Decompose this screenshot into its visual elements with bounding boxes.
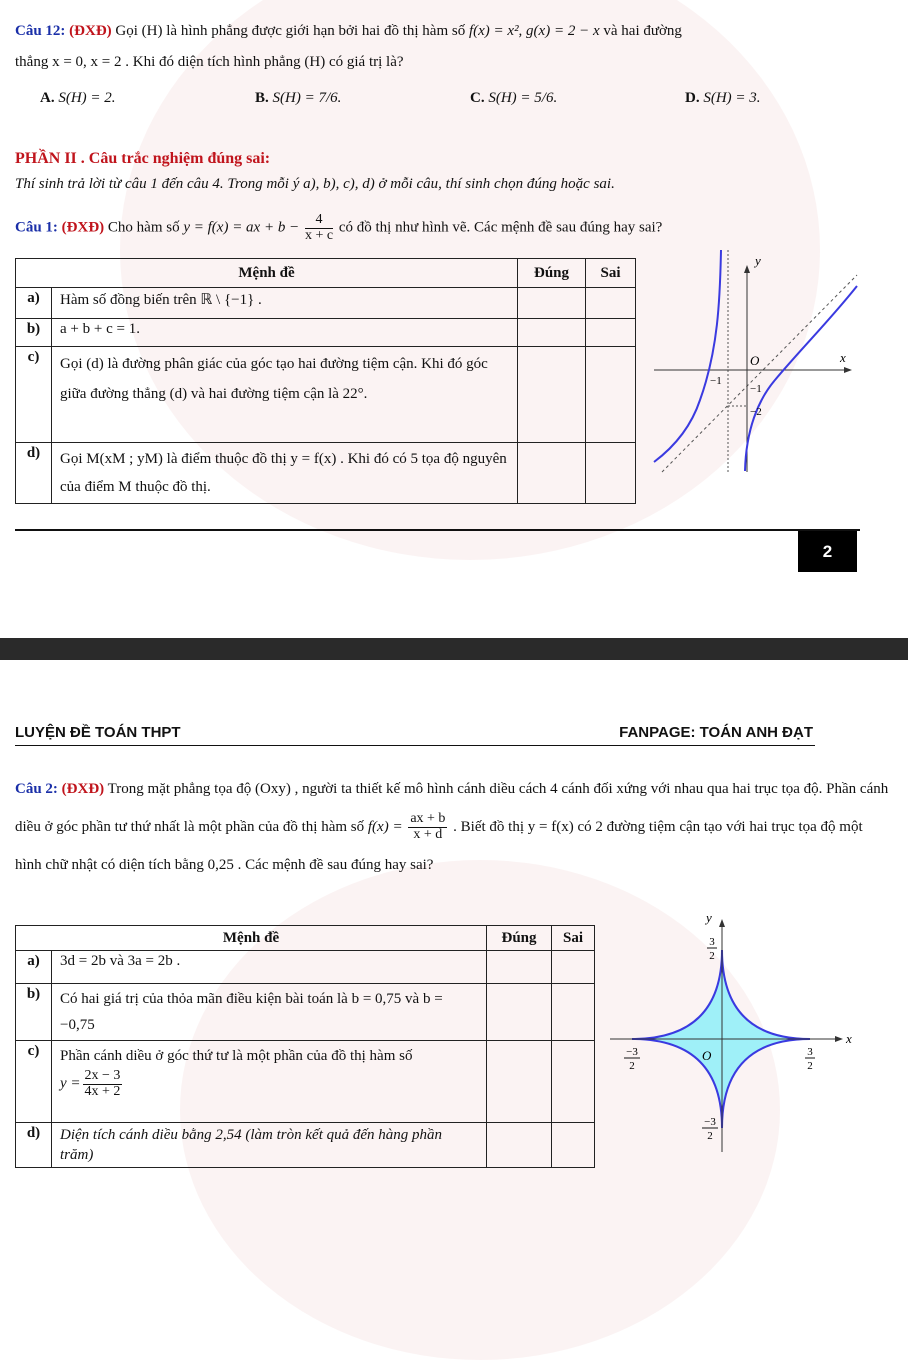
q2-stem: Câu 2: (ĐXĐ) Trong mặt phẳng tọa độ (Oxy) , người ta thiết kế mô hình cánh diều cách 4 cánh đối xứng với nhau qua hai trục tọa độ. Phần cánh diều ở góc phần tư thứ nhất là một phần của đồ thị hàm số f(x) = $\frac{ax + b}{x + d}$ . Biết đồ thị y = f(x) có 2 đường tiệm cận tạo với hai trục tọa độ một hình chữ nhật có diện tích bằng 0,25 . Các mệnh đề sau đúng hay sai?	[15, 781, 889, 873]
q12-stem	[15, 16, 895, 78]
col-true: Đúng	[518, 259, 586, 288]
tick-x: −1	[710, 375, 722, 387]
false-cell[interactable]	[586, 319, 636, 347]
table-row: b) a + b + c = 1.	[16, 319, 636, 347]
col-false: Sai	[552, 926, 595, 951]
option-c[interactable]: C. S(H) = 5/6.	[470, 90, 558, 106]
origin-label: O	[750, 353, 760, 368]
q2-table	[15, 925, 595, 1168]
header-right: FANPAGE: TOÁN ANH ĐẠT	[619, 724, 813, 741]
svg-text:3: 3	[709, 936, 715, 948]
true-cell[interactable]	[518, 443, 586, 504]
q12-formula: f(x) = x², g(x) = 2 − x	[468, 23, 600, 39]
q12-text: Gọi (H) là hình phẳng được giới hạn bởi hai đồ thị hàm số	[115, 23, 466, 39]
svg-text:3: 3	[807, 1046, 813, 1058]
true-cell[interactable]	[487, 951, 552, 984]
svg-text:−3: −3	[626, 1046, 638, 1058]
origin-label: O	[702, 1048, 712, 1063]
q1-text2: có đồ thị như hình vẽ. Các mệnh đề sau đúng hay sai?	[338, 219, 663, 236]
q12-options	[40, 90, 900, 107]
header-rule	[15, 745, 815, 746]
option-d[interactable]: D. S(H) = 3.	[685, 90, 761, 106]
svg-text:2: 2	[807, 1060, 813, 1072]
true-cell[interactable]	[518, 288, 586, 319]
false-cell[interactable]	[552, 984, 595, 1041]
false-cell[interactable]	[586, 347, 636, 443]
option-a[interactable]: A. S(H) = 2.	[40, 90, 116, 106]
col-false: Sai	[586, 259, 636, 288]
table-row: d) Gọi M(xM ; yM) là điểm thuộc đồ thị y = f(x) . Khi đó có 5 tọa độ nguyên của điểm M thuộc đồ thị.	[16, 443, 636, 504]
table-row: b) Có hai giá trị của thỏa mãn điều kiện bài toán là b = 0,75 và b = −0,75	[16, 984, 595, 1041]
table-row: a) Hàm số đồng biến trên ℝ \ {−1} .	[16, 288, 636, 319]
false-cell[interactable]	[552, 1123, 595, 1168]
q12-text3: thẳng x = 0, x = 2 . Khi đó diện tích hình phẳng (H) có giá trị là?	[15, 54, 404, 70]
svg-text:2: 2	[707, 1130, 713, 1142]
true-cell[interactable]	[518, 347, 586, 443]
x-axis-label: x	[840, 350, 846, 365]
true-cell[interactable]	[487, 1123, 552, 1168]
false-cell[interactable]	[552, 951, 595, 984]
col-statement: Mệnh đề	[16, 259, 518, 288]
q1-stem	[15, 213, 662, 243]
x-axis-label: x	[846, 1031, 852, 1046]
kite-graph	[590, 900, 870, 1170]
tick-y2: −2	[750, 406, 762, 418]
svg-text:2: 2	[629, 1060, 635, 1072]
false-cell[interactable]	[586, 443, 636, 504]
svg-text:−3: −3	[704, 1116, 716, 1128]
q12-label: Câu 12:	[15, 23, 66, 39]
q1-formula: y = f(x) = ax + b −	[183, 219, 300, 236]
part2-instructions: Thí sinh trả lời từ câu 1 đến câu 4. Trong mỗi ý a), b), c), d) ở mỗi câu, thí sinh chọn đúng hoặc sai.	[15, 176, 615, 192]
table-row: a) 3d = 2b và 3a = 2b .	[16, 951, 595, 984]
q1-tag: (ĐXĐ)	[61, 219, 105, 236]
part2-title: PHẦN II . Câu trắc nghiệm đúng sai:	[15, 150, 271, 167]
true-cell[interactable]	[487, 1041, 552, 1123]
false-cell[interactable]	[552, 1041, 595, 1123]
table-row: c) Phần cánh diều ở góc thứ tư là một phần của đồ thị hàm số y = $\frac{2x - 3}{4x + 2}$	[16, 1041, 595, 1123]
q12-tag: (ĐXĐ)	[69, 23, 112, 39]
divider	[15, 529, 860, 531]
svg-text:2: 2	[709, 950, 715, 962]
true-cell[interactable]	[518, 319, 586, 347]
q1-text: Cho hàm số	[107, 219, 180, 236]
table-row: c) Gọi (d) là đường phân giác của góc tạo hai đường tiệm cận. Khi đó góc giữa đường thẳng (d) và hai đường tiệm cận là 22°.	[16, 347, 636, 443]
page-number: 2	[798, 531, 857, 572]
q1-fraction: $\frac{4}{x + c}$	[304, 212, 334, 243]
q1-graph	[640, 240, 908, 500]
y-axis-label: y	[706, 910, 712, 925]
y-axis-label: y	[755, 253, 761, 268]
q12-text2: và hai đường	[603, 23, 682, 39]
q1-label: Câu 1:	[15, 219, 58, 236]
option-b[interactable]: B. S(H) = 7/6.	[255, 90, 342, 106]
tick-y1: −1	[750, 383, 762, 395]
col-statement: Mệnh đề	[16, 926, 487, 951]
page-break	[0, 638, 908, 660]
col-true: Đúng	[487, 926, 552, 951]
q1-table	[15, 258, 636, 504]
table-row: d) Diện tích cánh diều bằng 2,54 (làm tròn kết quả đến hàng phần trăm)	[16, 1123, 595, 1168]
true-cell[interactable]	[487, 984, 552, 1041]
false-cell[interactable]	[586, 288, 636, 319]
header-left: LUYỆN ĐỀ TOÁN THPT	[15, 724, 181, 741]
